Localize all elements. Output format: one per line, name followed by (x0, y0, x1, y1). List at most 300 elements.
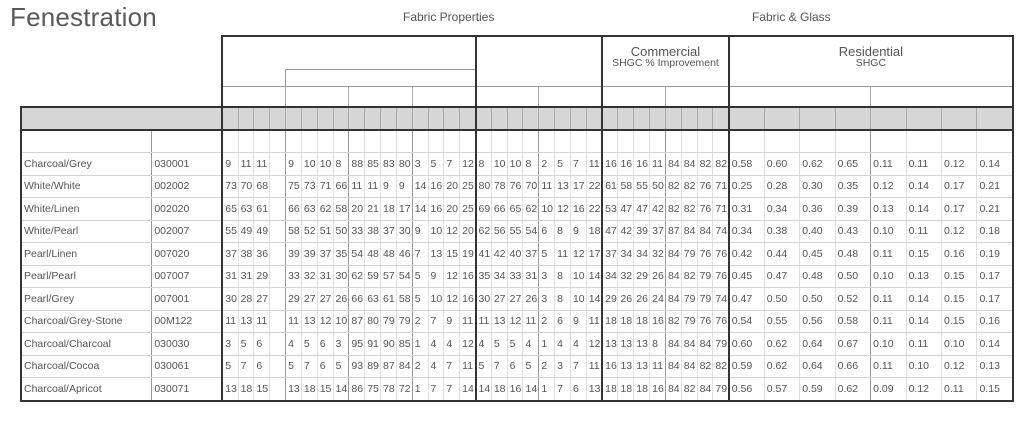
residential-exterior-header (871, 86, 1013, 107)
color-name: Charcoal/Grey-Stone (21, 310, 152, 333)
value-cell: 76 (697, 310, 713, 333)
value-cell: 71 (713, 198, 729, 221)
value-cell: 10 (428, 220, 444, 243)
value-cell: 66 (286, 198, 302, 221)
value-cell: 0.50 (764, 288, 799, 311)
value-cell: 69 (476, 198, 492, 221)
value-cell: 75 (365, 378, 381, 401)
product-number: 030061 (152, 355, 222, 378)
value-cell: 0.44 (764, 243, 799, 266)
value-cell: 30 (396, 220, 412, 243)
value-cell: 84 (681, 220, 697, 243)
value-cell: 7 (301, 355, 317, 378)
value-cell: 0.35 (835, 175, 870, 198)
value-cell: 0.50 (800, 288, 835, 311)
value-cell: 84 (665, 153, 681, 176)
value-cell: 47 (634, 198, 650, 221)
value-cell: 0.16 (942, 243, 977, 266)
value-cell: 1 (539, 333, 555, 356)
value-cell: 30 (476, 288, 492, 311)
value-cell (270, 378, 286, 401)
value-cell: 26 (523, 288, 539, 311)
value-cell: 87 (665, 220, 681, 243)
value-cell: 18 (602, 310, 618, 333)
value-cell: 9 (444, 310, 460, 333)
value-cell: 10 (570, 288, 586, 311)
value-cell: 14 (412, 198, 428, 221)
value-cell: 8 (333, 153, 349, 176)
value-cell: 0.62 (764, 355, 799, 378)
value-cell: 0.09 (871, 378, 906, 401)
value-cell: 0.16 (977, 310, 1013, 333)
value-cell: 39 (634, 220, 650, 243)
value-cell: 0.50 (835, 265, 870, 288)
value-cell: 11 (460, 310, 476, 333)
value-cell (270, 355, 286, 378)
value-cell: 33 (286, 265, 302, 288)
value-cell: 0.36 (800, 198, 835, 221)
value-cell: 34 (634, 243, 650, 266)
openness-value (381, 107, 397, 130)
value-cell: 14 (523, 378, 539, 401)
value-cell: 0.10 (871, 265, 906, 288)
value-cell: 20 (349, 198, 365, 221)
value-cell: 12 (444, 220, 460, 243)
residential-subtitle: SHGC (855, 57, 887, 69)
value-cell: 18 (381, 198, 397, 221)
value-cell: 2 (412, 355, 428, 378)
value-cell: 0.11 (871, 153, 906, 176)
value-cell: 76 (697, 198, 713, 221)
value-cell: 40 (507, 243, 523, 266)
value-cell: 7 (570, 355, 586, 378)
as-header (349, 86, 412, 107)
value-cell: 4 (476, 333, 492, 356)
value-cell: 0.60 (729, 333, 764, 356)
value-cell: 0.45 (729, 265, 764, 288)
value-cell: 85 (396, 333, 412, 356)
value-cell: 38 (238, 243, 254, 266)
value-cell: 83 (381, 153, 397, 176)
value-cell: 29 (602, 288, 618, 311)
value-cell: 13 (634, 333, 650, 356)
openness-value (365, 107, 381, 130)
value-cell: 38 (365, 220, 381, 243)
value-cell: 14 (333, 378, 349, 401)
value-cell: 93 (349, 355, 365, 378)
rs-ir-header (222, 86, 285, 107)
value-cell: 4 (428, 333, 444, 356)
value-cell: 9 (286, 153, 302, 176)
openness-value (665, 107, 681, 130)
value-cell: 7 (444, 153, 460, 176)
value-cell: 14 (476, 378, 492, 401)
value-cell: 5 (222, 355, 238, 378)
value-cell: 0.54 (729, 310, 764, 333)
value-cell: 0.40 (800, 220, 835, 243)
value-cell: 9 (381, 175, 397, 198)
thermal-header (222, 36, 475, 69)
value-cell: 82 (681, 378, 697, 401)
color-name: White/Linen (21, 198, 152, 221)
value-cell: 0.17 (977, 288, 1013, 311)
value-cell: 62 (317, 198, 333, 221)
value-cell: 31 (238, 265, 254, 288)
value-cell (270, 220, 286, 243)
value-cell: 7 (570, 153, 586, 176)
value-cell: 42 (618, 220, 634, 243)
value-cell: 8 (476, 153, 492, 176)
value-cell: 80 (476, 175, 492, 198)
value-cell: 55 (634, 175, 650, 198)
value-cell: 37 (317, 243, 333, 266)
value-cell: 42 (491, 243, 507, 266)
value-cell: 66 (491, 198, 507, 221)
value-cell: 11 (365, 175, 381, 198)
value-cell: 0.13 (871, 198, 906, 221)
value-cell: 52 (301, 220, 317, 243)
value-cell: 4 (428, 355, 444, 378)
value-cell: 8 (650, 333, 666, 356)
openness-value (222, 107, 238, 130)
openness-value (238, 107, 254, 130)
value-cell: 6 (317, 355, 333, 378)
value-cell: 55 (222, 220, 238, 243)
color-column-header (21, 130, 152, 153)
value-cell: 1 (539, 378, 555, 401)
value-cell: 11 (349, 175, 365, 198)
value-cell: 10 (491, 153, 507, 176)
value-cell: 10 (301, 153, 317, 176)
value-cell: 30 (222, 288, 238, 311)
value-cell: 16 (618, 153, 634, 176)
product-number: 007007 (152, 265, 222, 288)
value-cell: 0.15 (942, 288, 977, 311)
value-cell: 75 (286, 175, 302, 198)
value-cell: 59 (365, 265, 381, 288)
value-cell: 48 (381, 243, 397, 266)
value-cell: 12 (460, 153, 476, 176)
value-cell: 0.62 (764, 333, 799, 356)
value-cell (270, 175, 286, 198)
value-cell: 11 (539, 175, 555, 198)
value-cell: 6 (254, 333, 270, 356)
value-cell: 82 (665, 175, 681, 198)
value-cell: 49 (254, 220, 270, 243)
value-cell: 0.58 (835, 310, 870, 333)
value-cell: 0.11 (942, 378, 977, 401)
value-cell: 20 (460, 220, 476, 243)
value-cell: 84 (665, 265, 681, 288)
value-cell: 82 (713, 355, 729, 378)
value-cell: 11 (254, 153, 270, 176)
value-cell: 74 (713, 220, 729, 243)
value-cell: 82 (681, 198, 697, 221)
product-number: 030001 (152, 153, 222, 176)
value-cell: 0.12 (906, 378, 941, 401)
value-cell: 0.60 (764, 153, 799, 176)
value-cell: 26 (618, 288, 634, 311)
value-cell: 7 (428, 310, 444, 333)
value-cell: 11 (650, 153, 666, 176)
value-cell: 25 (460, 175, 476, 198)
color-name: Charcoal/Charcoal (21, 333, 152, 356)
optical-header (476, 36, 603, 69)
value-cell: 0.11 (871, 243, 906, 266)
value-cell: 84 (697, 378, 713, 401)
value-cell: 14 (412, 175, 428, 198)
value-cell: 58 (618, 175, 634, 198)
value-cell: 62 (476, 220, 492, 243)
value-cell: 0.58 (729, 153, 764, 176)
value-cell: 54 (396, 265, 412, 288)
value-cell: 0.59 (800, 378, 835, 401)
value-cell: 36 (254, 243, 270, 266)
value-cell: 27 (317, 288, 333, 311)
value-cell: 17 (396, 198, 412, 221)
value-cell: 6 (555, 310, 571, 333)
value-cell: 0.14 (906, 175, 941, 198)
value-cell: 20 (444, 175, 460, 198)
rs-header (286, 86, 349, 107)
value-cell: 84 (396, 355, 412, 378)
value-cell: 3 (539, 265, 555, 288)
value-cell: 18 (301, 378, 317, 401)
openness-value (301, 107, 317, 130)
openness-value (586, 107, 602, 130)
value-cell: 53 (602, 198, 618, 221)
product-number: 007001 (152, 288, 222, 311)
table-row (21, 378, 1013, 401)
table-row (21, 288, 1013, 311)
value-cell: 3 (222, 333, 238, 356)
openness-value (650, 107, 666, 130)
value-cell: 37 (602, 243, 618, 266)
value-cell: 0.11 (871, 288, 906, 311)
value-cell: 7 (412, 243, 428, 266)
fabric-properties-heading: Fabric Properties (403, 10, 495, 24)
value-cell: 0.21 (977, 198, 1013, 221)
value-cell: 8 (523, 153, 539, 176)
value-cell: 11 (523, 310, 539, 333)
openness-value (697, 107, 713, 130)
value-cell: 0.14 (906, 198, 941, 221)
value-cell: 78 (381, 378, 397, 401)
rv-header (476, 86, 539, 107)
residential-header (729, 36, 1013, 69)
value-cell: 5 (539, 243, 555, 266)
value-cell: 5 (238, 333, 254, 356)
value-cell: 0.28 (764, 175, 799, 198)
value-cell: 5 (412, 288, 428, 311)
value-cell: 0.38 (764, 220, 799, 243)
value-cell: 0.67 (835, 333, 870, 356)
value-cell: 0.62 (800, 153, 835, 176)
value-cell: 0.34 (764, 198, 799, 221)
value-cell: 13 (222, 378, 238, 401)
openness-value (412, 107, 428, 130)
value-cell (270, 153, 286, 176)
value-cell: 0.64 (800, 355, 835, 378)
value-cell: 5 (476, 355, 492, 378)
page-title: Fenestration (10, 2, 157, 32)
value-cell: 84 (665, 355, 681, 378)
value-cell: 66 (349, 288, 365, 311)
ts-header (412, 86, 475, 107)
value-cell: 16 (428, 175, 444, 198)
value-cell: 0.12 (871, 175, 906, 198)
value-cell: 89 (365, 355, 381, 378)
value-cell: 14 (586, 288, 602, 311)
openness-value (460, 107, 476, 130)
value-cell: 0.18 (977, 220, 1013, 243)
value-cell: 79 (681, 288, 697, 311)
value-cell: 76 (697, 243, 713, 266)
value-cell: 90 (381, 333, 397, 356)
fenestration-table (20, 35, 1014, 402)
value-cell: 13 (286, 378, 302, 401)
value-cell: 9 (428, 265, 444, 288)
value-cell: 17 (586, 243, 602, 266)
value-cell: 71 (317, 175, 333, 198)
value-cell: 37 (222, 243, 238, 266)
value-cell: 6 (254, 355, 270, 378)
value-cell: 10 (539, 198, 555, 221)
value-cell: 79 (381, 310, 397, 333)
value-cell: 7 (428, 378, 444, 401)
value-cell: 31 (523, 265, 539, 288)
value-cell: 9 (570, 220, 586, 243)
value-cell: 16 (602, 355, 618, 378)
openness-value (349, 107, 365, 130)
value-cell: 82 (681, 175, 697, 198)
value-cell: 6 (317, 333, 333, 356)
value-cell: 73 (301, 175, 317, 198)
value-cell: 61 (602, 175, 618, 198)
commercial-title: Commercial (630, 44, 701, 59)
value-cell: 95 (349, 333, 365, 356)
value-cell: 82 (681, 265, 697, 288)
value-cell: 11 (650, 355, 666, 378)
value-cell: 57 (381, 265, 397, 288)
value-cell (270, 198, 286, 221)
value-cell: 0.48 (800, 265, 835, 288)
value-cell: 6 (539, 220, 555, 243)
value-cell: 79 (713, 333, 729, 356)
value-cell: 0.17 (977, 265, 1013, 288)
value-cell (270, 288, 286, 311)
openness-value (491, 107, 507, 130)
value-cell: 28 (238, 288, 254, 311)
value-cell: 56 (491, 220, 507, 243)
product-number: 002020 (152, 198, 222, 221)
value-cell: 54 (349, 243, 365, 266)
value-cell: 10 (428, 288, 444, 311)
color-name: Charcoal/Cocoa (21, 355, 152, 378)
value-cell: 3 (555, 355, 571, 378)
table-row (21, 333, 1013, 356)
value-cell: 82 (713, 153, 729, 176)
value-cell: 1 (412, 378, 428, 401)
value-cell: 11 (238, 153, 254, 176)
openness-value (396, 107, 412, 130)
commercial-exterior-header (665, 86, 728, 107)
value-cell: 70 (523, 175, 539, 198)
value-cell: 79 (697, 265, 713, 288)
value-cell: 65 (507, 198, 523, 221)
value-cell: 6 (507, 355, 523, 378)
value-cell: 76 (713, 265, 729, 288)
value-cell: 79 (713, 378, 729, 401)
value-cell: 0.12 (942, 153, 977, 176)
color-name: Charcoal/Grey (21, 153, 152, 176)
value-cell: 5 (301, 333, 317, 356)
value-cell: 10 (570, 265, 586, 288)
value-cell: 26 (634, 288, 650, 311)
value-cell: 9 (412, 220, 428, 243)
openness-value (942, 107, 977, 130)
value-cell: 0.64 (800, 333, 835, 356)
openness-value (444, 107, 460, 130)
value-cell: 91 (365, 333, 381, 356)
value-cell: 79 (681, 310, 697, 333)
value-cell: 18 (634, 310, 650, 333)
value-cell: 68 (254, 175, 270, 198)
value-cell: 0.55 (764, 310, 799, 333)
value-cell: 0.25 (729, 175, 764, 198)
value-cell: 12 (555, 198, 571, 221)
value-cell: 33 (349, 220, 365, 243)
value-cell: 70 (238, 175, 254, 198)
value-cell: 84 (681, 153, 697, 176)
value-cell: 18 (634, 378, 650, 401)
value-cell: 18 (586, 220, 602, 243)
value-cell: 63 (301, 198, 317, 221)
value-cell: 0.13 (977, 355, 1013, 378)
value-cell (270, 243, 286, 266)
openness-value (555, 107, 571, 130)
value-cell: 73 (222, 175, 238, 198)
value-cell: 34 (491, 265, 507, 288)
value-cell: 13 (491, 310, 507, 333)
value-cell: 50 (650, 175, 666, 198)
value-cell: 84 (681, 333, 697, 356)
table-row (21, 355, 1013, 378)
openness-value (713, 107, 729, 130)
value-cell: 50 (333, 220, 349, 243)
value-cell: 82 (697, 355, 713, 378)
value-cell: 4 (570, 333, 586, 356)
value-cell: 51 (317, 220, 333, 243)
tv-header (539, 86, 602, 107)
color-name: Pearl/Linen (21, 243, 152, 266)
value-cell: 12 (460, 333, 476, 356)
value-cell: 35 (476, 265, 492, 288)
product-number: 007020 (152, 243, 222, 266)
value-cell: 16 (460, 288, 476, 311)
value-cell: 17 (570, 175, 586, 198)
value-cell: 0.19 (977, 243, 1013, 266)
value-cell: 0.39 (835, 198, 870, 221)
value-cell: 20 (444, 198, 460, 221)
value-cell: 10 (333, 310, 349, 333)
value-cell: 12 (444, 288, 460, 311)
product-number: 030071 (152, 378, 222, 401)
value-cell: 11 (586, 310, 602, 333)
value-cell: 5 (412, 265, 428, 288)
value-cell: 25 (460, 198, 476, 221)
value-cell: 4 (286, 333, 302, 356)
